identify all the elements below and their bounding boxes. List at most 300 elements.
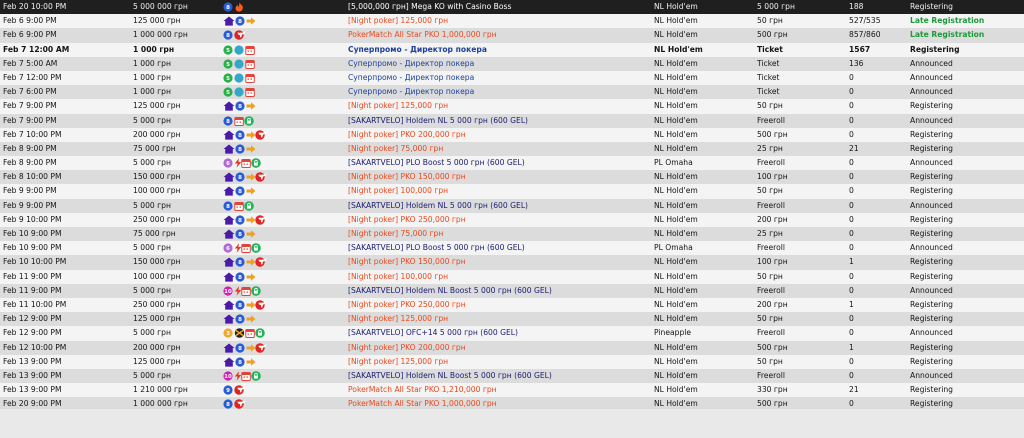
buyin-cell: 5 000 грн bbox=[757, 2, 795, 11]
buyin-cell: Ticket bbox=[757, 44, 783, 54]
tournament-name: Суперпромо - Директор покера bbox=[348, 44, 487, 54]
game-type-cell: NL Hold'em bbox=[654, 200, 698, 210]
svg-text:9: 9 bbox=[226, 388, 230, 395]
status-cell: Announced bbox=[910, 87, 953, 97]
arrow-icon bbox=[246, 272, 256, 284]
feature-icons bbox=[222, 28, 344, 42]
guarantee-cell: 200 000 грн bbox=[133, 129, 181, 139]
game-type-cell: PL Omaha bbox=[654, 243, 693, 253]
tournament-name: [SAKARTVELO] PLO Boost 5 000 грн (600 GEL) bbox=[348, 158, 525, 168]
table-row[interactable] bbox=[0, 341, 1024, 355]
bounty-icon bbox=[255, 300, 268, 312]
arrow-icon bbox=[246, 101, 256, 113]
tournament-name: Суперпромо - Директор покера bbox=[348, 87, 475, 97]
date-cell: Feb 10 9:00 PM bbox=[3, 243, 62, 253]
entrants-cell: 188 bbox=[849, 2, 864, 11]
svg-text:10: 10 bbox=[224, 374, 232, 381]
buyin-cell: 50 грн bbox=[757, 356, 783, 366]
buyin-cell: Ticket bbox=[757, 72, 780, 82]
arrow-icon bbox=[246, 229, 256, 241]
svg-text:5: 5 bbox=[226, 90, 230, 97]
feature-icons bbox=[222, 284, 344, 298]
svg-text:8: 8 bbox=[238, 345, 242, 352]
status-cell: Late Registration bbox=[910, 30, 985, 40]
table-row[interactable] bbox=[0, 85, 1024, 99]
lock-icon bbox=[251, 243, 262, 255]
status-cell: Registering bbox=[910, 2, 954, 11]
buyin-cell: 25 грн bbox=[757, 143, 783, 153]
game-type-cell: NL Hold'em bbox=[654, 285, 698, 295]
date-cell: Feb 10 9:00 PM bbox=[3, 229, 62, 238]
guarantee-cell: 75 000 грн bbox=[133, 229, 176, 238]
game-type-cell: NL Hold'em bbox=[654, 186, 698, 196]
buyin-cell: Freeroll bbox=[757, 200, 785, 210]
arrow-icon bbox=[246, 186, 256, 198]
guarantee-cell: 5 000 грн bbox=[133, 285, 171, 295]
tournament-name: [Night poker] 125,000 грн bbox=[348, 314, 449, 324]
svg-text:8: 8 bbox=[238, 189, 242, 196]
guarantee-cell: 250 000 грн bbox=[133, 214, 181, 224]
svg-text:5: 5 bbox=[226, 47, 230, 54]
tournament-name: [SAKARTVELO] Holdem NL 5 000 грн (600 GEL) bbox=[348, 200, 529, 210]
date-cell: Feb 8 10:00 PM bbox=[3, 172, 62, 182]
game-type-cell: NL Hold'em bbox=[654, 16, 698, 26]
game-type-cell: NL Hold'em bbox=[654, 385, 698, 395]
table-row[interactable] bbox=[0, 28, 1024, 42]
guarantee-cell: 75 000 грн bbox=[133, 143, 176, 153]
table-row[interactable] bbox=[0, 14, 1024, 28]
lock-icon bbox=[244, 116, 255, 128]
svg-text:8: 8 bbox=[238, 274, 242, 281]
table-row[interactable] bbox=[0, 199, 1024, 213]
game-type-cell: NL Hold'em bbox=[654, 72, 698, 82]
game-type-cell: Pineapple bbox=[654, 328, 692, 338]
feature-icons bbox=[222, 369, 344, 383]
table-row[interactable] bbox=[0, 270, 1024, 284]
feature-icons bbox=[222, 128, 344, 142]
game-type-cell: NL Hold'em bbox=[654, 299, 698, 309]
entrants-cell: 0 bbox=[849, 229, 854, 238]
buyin-cell: Freeroll bbox=[757, 328, 785, 338]
table-row[interactable] bbox=[0, 369, 1024, 383]
date-cell: Feb 8 9:00 PM bbox=[3, 143, 57, 153]
svg-text:8: 8 bbox=[238, 132, 242, 139]
feature-icons bbox=[222, 156, 344, 170]
date-cell: Feb 9 10:00 PM bbox=[3, 214, 62, 224]
date-cell: Feb 20 10:00 PM bbox=[3, 2, 67, 11]
guarantee-cell: 125 000 грн bbox=[133, 16, 181, 26]
tournament-name: [Night poker] PKO 150,000 грн bbox=[348, 257, 466, 267]
table-row[interactable] bbox=[0, 57, 1024, 71]
date-cell: Feb 6 9:00 PM bbox=[3, 30, 57, 40]
date-cell: Feb 13 9:00 PM bbox=[3, 356, 62, 366]
feature-icons bbox=[222, 341, 344, 355]
guarantee-cell: 1 000 000 грн bbox=[133, 30, 188, 40]
svg-text:5: 5 bbox=[226, 61, 230, 68]
game-type-cell: NL Hold'em bbox=[654, 214, 698, 224]
tournament-name: [Night poker] PKO 200,000 грн bbox=[348, 129, 466, 139]
tournament-name: Суперпромо - Директор покера bbox=[348, 58, 475, 68]
game-type-cell: NL Hold'em bbox=[654, 257, 698, 267]
arrow-icon bbox=[246, 16, 256, 28]
buyin-cell: 50 грн bbox=[757, 101, 783, 111]
buyin-cell: 50 грн bbox=[757, 186, 783, 196]
bounty-icon bbox=[255, 257, 268, 269]
buyin-cell: 330 грн bbox=[757, 385, 788, 395]
entrants-cell: 0 bbox=[849, 328, 854, 338]
guarantee-cell: 100 000 грн bbox=[133, 186, 181, 196]
entrants-cell: 0 bbox=[849, 356, 854, 366]
date-cell: Feb 10 10:00 PM bbox=[3, 257, 67, 267]
entrants-cell: 527/535 bbox=[849, 16, 881, 26]
guarantee-cell: 125 000 грн bbox=[133, 101, 181, 111]
game-type-cell: NL Hold'em bbox=[654, 2, 698, 11]
tournament-name: [Night poker] 100,000 грн bbox=[348, 186, 449, 196]
game-type-cell: NL Hold'em bbox=[654, 58, 698, 68]
table-row[interactable] bbox=[0, 227, 1024, 241]
bounty-icon bbox=[255, 215, 268, 227]
table-row[interactable] bbox=[0, 142, 1024, 156]
status-cell: Registering bbox=[910, 186, 954, 196]
buyin-cell: Freeroll bbox=[757, 158, 785, 168]
status-cell: Announced bbox=[910, 72, 953, 82]
buyin-cell: 200 грн bbox=[757, 299, 788, 309]
entrants-cell: 0 bbox=[849, 370, 854, 380]
tournament-name: [Night poker] PKO 150,000 грн bbox=[348, 172, 466, 182]
arrow-icon bbox=[246, 144, 256, 156]
guarantee-cell: 100 000 грн bbox=[133, 271, 181, 281]
status-cell: Announced bbox=[910, 370, 953, 380]
status-cell: Late Registration bbox=[910, 16, 985, 26]
svg-text:6: 6 bbox=[226, 246, 230, 253]
feature-icons bbox=[222, 170, 344, 184]
entrants-cell: 0 bbox=[849, 200, 854, 210]
buyin-cell: Freeroll bbox=[757, 370, 785, 380]
entrants-cell: 1 bbox=[849, 299, 854, 309]
status-cell: Registering bbox=[910, 356, 954, 366]
guarantee-cell: 5 000 грн bbox=[133, 200, 171, 210]
buyin-cell: Freeroll bbox=[757, 285, 785, 295]
feature-icons bbox=[222, 199, 344, 213]
bounty-icon bbox=[255, 130, 268, 142]
tournament-name: [Night poker] PKO 250,000 грн bbox=[348, 214, 466, 224]
guarantee-cell: 200 000 грн bbox=[133, 342, 181, 352]
calendar-icon bbox=[245, 73, 256, 85]
svg-text:8: 8 bbox=[238, 218, 242, 225]
arrow-icon bbox=[246, 314, 256, 326]
entrants-cell: 0 bbox=[849, 115, 854, 125]
entrants-cell: 136 bbox=[849, 58, 864, 68]
svg-text:8: 8 bbox=[238, 175, 242, 182]
date-cell: Feb 11 9:00 PM bbox=[3, 271, 62, 281]
svg-text:8: 8 bbox=[238, 232, 242, 239]
svg-text:5: 5 bbox=[226, 76, 230, 83]
status-cell: Announced bbox=[910, 115, 953, 125]
tournament-name: PokerMatch All Star PKO 1,210,000 грн bbox=[348, 385, 497, 395]
game-type-cell: NL Hold'em bbox=[654, 143, 698, 153]
tournament-name: [Night poker] 125,000 грн bbox=[348, 356, 449, 366]
buyin-cell: 25 грн bbox=[757, 229, 783, 238]
game-type-cell: NL Hold'em bbox=[654, 30, 698, 40]
tournament-name: PokerMatch All Star PKO 1,000,000 грн bbox=[348, 30, 497, 40]
table-row[interactable] bbox=[0, 383, 1024, 397]
tournament-name: [SAKARTVELO] Holdem NL Boost 5 000 грн (600 GEL) bbox=[348, 370, 552, 380]
status-cell: Registering bbox=[910, 271, 954, 281]
guarantee-cell: 5 000 000 грн bbox=[133, 2, 188, 11]
feature-icons bbox=[222, 114, 344, 128]
date-cell: Feb 9 9:00 PM bbox=[3, 200, 57, 210]
entrants-cell: 0 bbox=[849, 72, 854, 82]
entrants-cell: 0 bbox=[849, 87, 854, 97]
game-type-cell: NL Hold'em bbox=[654, 342, 698, 352]
tournament-name: [SAKARTVELO] OFC+14 5 000 грн (600 GEL) bbox=[348, 328, 519, 338]
svg-text:8: 8 bbox=[226, 402, 230, 409]
game-type-cell: NL Hold'em bbox=[654, 101, 698, 111]
svg-text:8: 8 bbox=[226, 203, 230, 210]
entrants-cell: 0 bbox=[849, 271, 854, 281]
table-row[interactable] bbox=[0, 355, 1024, 369]
feature-icons bbox=[222, 99, 344, 113]
svg-text:8: 8 bbox=[238, 359, 242, 366]
tournament-name: [Night poker] PKO 250,000 грн bbox=[348, 299, 466, 309]
entrants-cell: 0 bbox=[849, 158, 854, 168]
buyin-cell: 500 грн bbox=[757, 30, 788, 40]
feature-icons bbox=[222, 255, 344, 269]
date-cell: Feb 7 9:00 PM bbox=[3, 115, 57, 125]
table-row[interactable] bbox=[0, 326, 1024, 340]
table-row[interactable] bbox=[0, 312, 1024, 326]
status-cell: Registering bbox=[910, 229, 954, 238]
feature-icons bbox=[222, 355, 344, 369]
table-row[interactable] bbox=[0, 71, 1024, 85]
game-type-cell: NL Hold'em bbox=[654, 229, 698, 238]
feature-icons bbox=[222, 57, 344, 71]
feature-icons bbox=[222, 85, 344, 99]
bounty-icon bbox=[255, 172, 268, 184]
guarantee-cell: 150 000 грн bbox=[133, 172, 181, 182]
table-row[interactable] bbox=[0, 298, 1024, 312]
table-row[interactable] bbox=[0, 184, 1024, 198]
status-cell: Registering bbox=[910, 385, 954, 395]
game-type-cell: NL Hold'em bbox=[654, 314, 698, 324]
lock-icon bbox=[251, 371, 262, 383]
game-type-cell: NL Hold'em bbox=[654, 271, 698, 281]
status-cell: Registering bbox=[910, 143, 954, 153]
game-type-cell: NL Hold'em bbox=[654, 115, 698, 125]
lock-icon bbox=[255, 328, 266, 340]
tournament-name: Суперпромо - Директор покера bbox=[348, 72, 475, 82]
date-cell: Feb 7 5:00 AM bbox=[3, 58, 58, 68]
table-footer bbox=[0, 409, 1024, 438]
svg-text:8: 8 bbox=[226, 5, 230, 12]
tournament-name: [Night poker] PKO 200,000 грн bbox=[348, 342, 466, 352]
buyin-cell: Freeroll bbox=[757, 243, 785, 253]
calendar-icon bbox=[245, 45, 256, 57]
bounty-icon bbox=[234, 30, 247, 42]
date-cell: Feb 7 12:00 PM bbox=[3, 72, 62, 82]
date-cell: Feb 7 10:00 PM bbox=[3, 129, 62, 139]
status-cell: Announced bbox=[910, 285, 953, 295]
feature-icons bbox=[222, 383, 344, 397]
feature-icons bbox=[222, 184, 344, 198]
bounty-icon bbox=[255, 343, 268, 355]
guarantee-cell: 1 000 грн bbox=[133, 72, 171, 82]
svg-text:8: 8 bbox=[238, 104, 242, 111]
entrants-cell: 1 bbox=[849, 342, 854, 352]
game-type-cell: NL Hold'em bbox=[654, 172, 698, 182]
game-type-cell: NL Hold'em bbox=[654, 370, 698, 380]
lock-icon bbox=[251, 158, 262, 170]
game-type-cell: NL Hold'em bbox=[654, 399, 698, 409]
feature-icons bbox=[222, 71, 344, 85]
buyin-cell: 500 грн bbox=[757, 342, 788, 352]
entrants-cell: 0 bbox=[849, 186, 854, 196]
bounty-icon bbox=[234, 385, 247, 397]
status-cell: Announced bbox=[910, 200, 953, 210]
date-cell: Feb 9 9:00 PM bbox=[3, 186, 57, 196]
date-cell: Feb 12 10:00 PM bbox=[3, 342, 67, 352]
game-type-cell: NL Hold'em bbox=[654, 129, 698, 139]
entrants-cell: 0 bbox=[849, 129, 854, 139]
buyin-cell: Ticket bbox=[757, 87, 780, 97]
svg-text:8: 8 bbox=[226, 118, 230, 125]
svg-text:8: 8 bbox=[238, 19, 242, 26]
game-type-cell: NL Hold'em bbox=[654, 87, 698, 97]
entrants-cell: 0 bbox=[849, 285, 854, 295]
feature-icons bbox=[222, 326, 344, 340]
entrants-cell: 0 bbox=[849, 314, 854, 324]
feature-icons bbox=[222, 312, 344, 326]
status-cell: Registering bbox=[910, 299, 954, 309]
buyin-cell: Ticket bbox=[757, 58, 780, 68]
guarantee-cell: 5 000 грн bbox=[133, 328, 171, 338]
feature-icons bbox=[222, 227, 344, 241]
buyin-cell: 500 грн bbox=[757, 129, 788, 139]
status-cell: Registering bbox=[910, 399, 954, 409]
entrants-cell: 1567 bbox=[849, 44, 871, 54]
table-row[interactable] bbox=[0, 99, 1024, 113]
table-row[interactable] bbox=[0, 43, 1024, 57]
status-cell: Registering bbox=[910, 129, 954, 139]
buyin-cell: 50 грн bbox=[757, 16, 783, 26]
svg-text:8: 8 bbox=[238, 317, 242, 324]
entrants-cell: 0 bbox=[849, 243, 854, 253]
date-cell: Feb 20 9:00 PM bbox=[3, 399, 62, 409]
guarantee-cell: 5 000 грн bbox=[133, 243, 171, 253]
feature-icons bbox=[222, 142, 344, 156]
guarantee-cell: 125 000 грн bbox=[133, 356, 181, 366]
table-row[interactable] bbox=[0, 255, 1024, 269]
svg-text:3: 3 bbox=[226, 331, 230, 338]
table-row[interactable] bbox=[0, 128, 1024, 142]
tournament-name: [Night poker] 100,000 грн bbox=[348, 271, 449, 281]
table-row[interactable] bbox=[0, 284, 1024, 298]
guarantee-cell: 250 000 грн bbox=[133, 299, 181, 309]
guarantee-cell: 125 000 грн bbox=[133, 314, 181, 324]
status-cell: Registering bbox=[910, 101, 954, 111]
status-cell: Announced bbox=[910, 158, 953, 168]
table-row[interactable] bbox=[0, 156, 1024, 170]
table-row[interactable] bbox=[0, 0, 1024, 14]
date-cell: Feb 12 9:00 PM bbox=[3, 328, 62, 338]
entrants-cell: 0 bbox=[849, 399, 854, 409]
status-cell: Registering bbox=[910, 44, 960, 54]
table-row[interactable] bbox=[0, 241, 1024, 255]
flame-icon bbox=[234, 2, 246, 14]
tournament-name: [5,000,000 грн] Mega KO with Casino Boss bbox=[348, 2, 512, 11]
buyin-cell: 100 грн bbox=[757, 172, 788, 182]
entrants-cell: 0 bbox=[849, 214, 854, 224]
status-cell: Registering bbox=[910, 342, 954, 352]
date-cell: Feb 12 9:00 PM bbox=[3, 314, 62, 324]
status-cell: Announced bbox=[910, 243, 953, 253]
tournament-name: [Night poker] 125,000 грн bbox=[348, 16, 449, 26]
calendar-icon bbox=[245, 59, 256, 71]
tournament-name: PokerMatch All Star PKO 1,000,000 грн bbox=[348, 399, 497, 409]
guarantee-cell: 1 000 грн bbox=[133, 58, 171, 68]
entrants-cell: 21 bbox=[849, 143, 859, 153]
feature-icons bbox=[222, 270, 344, 284]
date-cell: Feb 7 12:00 AM bbox=[3, 44, 70, 54]
feature-icons bbox=[222, 298, 344, 312]
tournament-name: [SAKARTVELO] Holdem NL Boost 5 000 грн (600 GEL) bbox=[348, 285, 552, 295]
svg-text:8: 8 bbox=[238, 260, 242, 267]
buyin-cell: 200 грн bbox=[757, 214, 788, 224]
buyin-cell: 50 грн bbox=[757, 314, 783, 324]
status-cell: Registering bbox=[910, 172, 954, 182]
arrow-icon bbox=[246, 357, 256, 369]
guarantee-cell: 1 000 грн bbox=[133, 44, 175, 54]
svg-text:10: 10 bbox=[224, 288, 232, 295]
guarantee-cell: 1 000 000 грн bbox=[133, 399, 188, 409]
tournament-name: [Night poker] 75,000 грн bbox=[348, 229, 444, 238]
status-cell: Registering bbox=[910, 214, 954, 224]
entrants-cell: 0 bbox=[849, 101, 854, 111]
tournament-name: [Night poker] 125,000 грн bbox=[348, 101, 449, 111]
feature-icons bbox=[222, 43, 344, 57]
buyin-cell: 50 грн bbox=[757, 271, 783, 281]
guarantee-cell: 1 000 грн bbox=[133, 87, 171, 97]
status-cell: Announced bbox=[910, 328, 953, 338]
table-row[interactable] bbox=[0, 213, 1024, 227]
table-row[interactable] bbox=[0, 114, 1024, 128]
feature-icons bbox=[222, 14, 344, 28]
svg-text:8: 8 bbox=[238, 303, 242, 310]
lock-icon bbox=[251, 286, 262, 298]
date-cell: Feb 11 10:00 PM bbox=[3, 299, 67, 309]
tournament-name: [SAKARTVELO] Holdem NL 5 000 грн (600 GEL) bbox=[348, 115, 529, 125]
entrants-cell: 0 bbox=[849, 172, 854, 182]
table-row[interactable] bbox=[0, 170, 1024, 184]
feature-icons bbox=[222, 241, 344, 255]
date-cell: Feb 8 9:00 PM bbox=[3, 158, 57, 168]
entrants-cell: 21 bbox=[849, 385, 859, 395]
lock-icon bbox=[244, 201, 255, 213]
buyin-cell: 500 грн bbox=[757, 399, 788, 409]
entrants-cell: 1 bbox=[849, 257, 854, 267]
feature-icons bbox=[222, 0, 344, 14]
tournament-name: [Night poker] 75,000 грн bbox=[348, 143, 444, 153]
date-cell: Feb 7 6:00 PM bbox=[3, 87, 57, 97]
status-cell: Registering bbox=[910, 314, 954, 324]
buyin-cell: Freeroll bbox=[757, 115, 785, 125]
svg-text:6: 6 bbox=[226, 161, 230, 168]
svg-text:8: 8 bbox=[226, 33, 230, 40]
game-type-cell: NL Hold'em bbox=[654, 356, 698, 366]
tournament-name: [SAKARTVELO] PLO Boost 5 000 грн (600 GEL) bbox=[348, 243, 525, 253]
game-type-cell: PL Omaha bbox=[654, 158, 693, 168]
guarantee-cell: 5 000 грн bbox=[133, 158, 171, 168]
